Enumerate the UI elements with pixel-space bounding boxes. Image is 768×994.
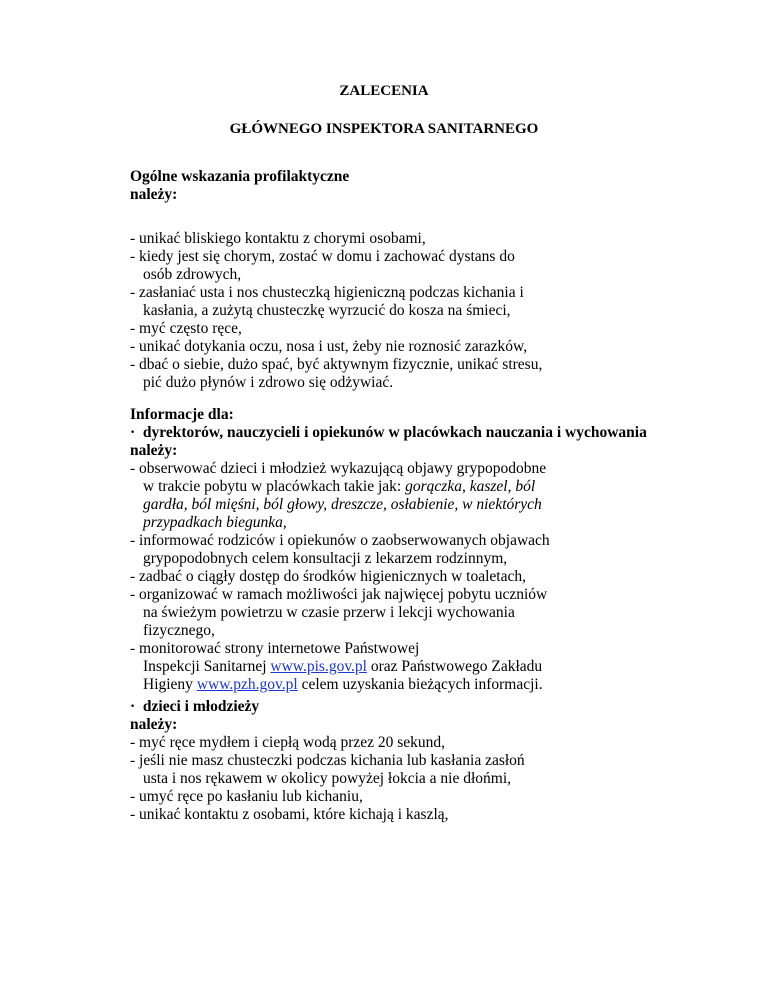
document-subtitle: GŁÓWNEGO INSPEKTORA SANITARNEGO xyxy=(229,121,539,137)
symptoms-text: przypadkach biegunka, xyxy=(143,514,287,531)
list-item: - myć często ręce, xyxy=(130,320,242,337)
section-general-list xyxy=(130,230,730,392)
audience-label: dyrektorów, nauczycieli i opiekunów w placówkach nauczania i wychowania xyxy=(142,424,647,441)
list-item: - myć ręce mydłem i ciepłą wodą przez 20 sekund, xyxy=(130,734,446,751)
list-item: - jeśli nie masz chusteczki podczas kichania lub kasłania zasłoń xyxy=(130,752,525,769)
text-run: Higieny xyxy=(143,676,197,693)
list-item: - umyć ręce po kasłaniu lub kichaniu, xyxy=(130,788,363,805)
section-subheading: należy: xyxy=(130,442,178,459)
list-item-continuation xyxy=(130,478,730,496)
list-item: - dbać o siebie, dużo spać, być aktywnym fizycznie, unikać stresu, xyxy=(130,356,543,373)
list-item-continuation: fizycznego, xyxy=(143,622,215,639)
section-heading: Ogólne wskazania profilaktyczne xyxy=(130,168,350,185)
symptoms-text: gardła, ból mięśni, ból głowy, dreszcze, osłabienie, w niektórych xyxy=(143,496,542,513)
text-run: oraz Państwowego Zakładu xyxy=(367,658,543,675)
section-subheading: należy: xyxy=(130,716,178,733)
list-item-continuation: na świeżym powietrzu w czasie przerw i lekcji wychowania xyxy=(143,604,515,621)
text-run: w trakcie pobytu w placówkach takie jak: xyxy=(143,478,406,495)
list-item: - obserwować dzieci i młodzież wykazującą objawy grypopodobne xyxy=(130,460,547,477)
section-subheading: należy: xyxy=(130,186,178,203)
text-run: celem uzyskania bieżących informacji. xyxy=(297,676,543,693)
section-heading: Informacje dla: xyxy=(130,406,234,423)
list-item: - unikać bliskiego kontaktu z chorymi osobami, xyxy=(130,230,426,247)
list-item-continuation xyxy=(130,676,730,694)
audience-label: dzieci i młodzieży xyxy=(142,698,260,715)
list-item: - zasłaniać usta i nos chusteczką higieniczną podczas kichania i xyxy=(130,284,524,301)
symptoms-text: gorączka, kaszel, ból xyxy=(405,478,536,495)
list-item-continuation xyxy=(130,658,730,676)
document-title: ZALECENIA xyxy=(339,83,429,99)
list-item: - unikać dotykania oczu, nosa i ust, żeby nie roznosić zarazków, xyxy=(130,338,528,355)
list-item-continuation: usta i nos rękawem w okolicy powyżej łokcia a nie dłońmi, xyxy=(143,770,512,787)
list-item: - organizować w ramach możliwości jak najwięcej pobytu uczniów xyxy=(130,586,548,603)
list-item-continuation: osób zdrowych, xyxy=(143,266,242,283)
audience-line xyxy=(130,424,730,442)
list-item-continuation: grypopodobnych celem konsultacji z lekarzem rodzinnym, xyxy=(143,550,508,567)
list-item: - informować rodziców i opiekunów o zaobserwowanych objawach xyxy=(130,532,550,549)
section-directors xyxy=(130,406,730,694)
list-item: - unikać kontaktu z osobami, które kichają i kaszlą, xyxy=(130,806,449,823)
list-item: - kiedy jest się chorym, zostać w domu i zachować dystans do xyxy=(130,248,515,265)
list-item-continuation: pić dużo płynów i zdrowo się odżywiać. xyxy=(143,374,394,391)
section-children xyxy=(130,698,730,824)
list-item-continuation: kasłania, a zużytą chusteczkę wyrzucić do kosza na śmieci, xyxy=(143,302,511,319)
list-item: - zadbać o ciągły dostęp do środków higienicznych w toaletach, xyxy=(130,568,526,585)
bullet-glyph: · xyxy=(130,698,136,715)
audience-line xyxy=(130,698,730,716)
pzh-link[interactable]: www.pzh.gov.pl xyxy=(196,676,298,693)
text-run: Inspekcji Sanitarnej xyxy=(143,658,271,675)
list-item: - monitorować strony internetowe Państwowej xyxy=(130,640,420,657)
section-general-heading xyxy=(130,168,730,204)
bullet-glyph: · xyxy=(130,424,136,441)
pis-link[interactable]: www.pis.gov.pl xyxy=(270,658,367,675)
